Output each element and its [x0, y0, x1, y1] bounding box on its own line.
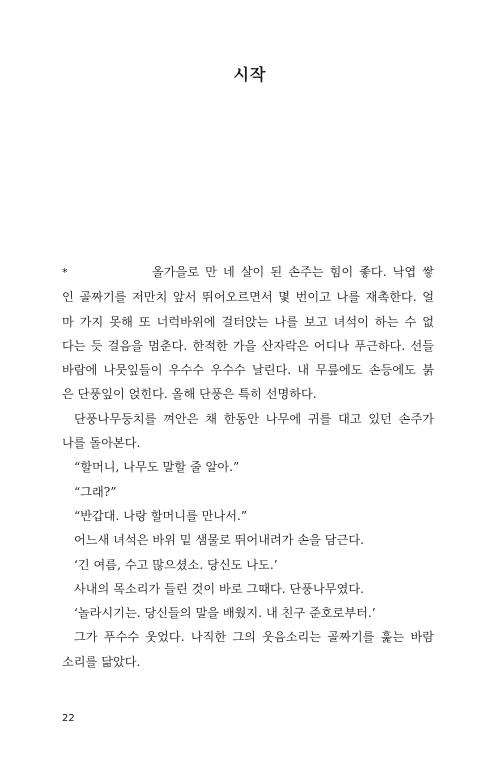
- text-line: 바람에 나뭇잎들이 우수수 우수수 날린다. 내 무릎에도 손등에도 붉: [62, 363, 434, 378]
- narration-line: 어느새 녀석은 바위 밑 샘물로 뛰어내려가 손을 담근다.: [74, 533, 365, 548]
- chapter-title: 시작: [233, 65, 267, 84]
- body-text: [62, 260, 434, 674]
- page-number: 22: [62, 713, 75, 724]
- text-line: 그가 푸수수 웃었다. 나직한 그의 웃음소리는 골짜기를 훑는 바람: [74, 630, 434, 645]
- dialogue-line: ‘놀라시기는. 당신들의 말을 배웠지. 내 친구 준호로부터.’: [74, 606, 376, 621]
- text-line: 인 골짜기를 저만치 앞서 뛰어오르면서 몇 번이고 나를 재촉한다. 얼: [62, 290, 434, 305]
- text-line: 마 가지 못해 또 너럭바위에 걸터앉는 나를 보고 녀석이 하는 수 없: [62, 314, 434, 329]
- text-line: 은 단풍잎이 얹힌다. 올해 단풍은 특히 선명하다.: [62, 387, 317, 402]
- dialogue-line: “할머니, 나무도 말할 줄 알아.”: [74, 460, 240, 475]
- text-line: 소리를 닮았다.: [62, 654, 141, 669]
- text-line: 다는 듯 걸음을 멈춘다. 한적한 가을 산자락은 어디나 푸근하다. 선들: [62, 338, 434, 353]
- text-line: [62, 260, 434, 285]
- text-line-content: 올가을로 만 네 살이 된 손주는 힘이 좋다. 낙엽 쌓: [152, 265, 434, 279]
- text-line: 단풍나무둥치를 껴안은 채 한동안 나무에 귀를 대고 있던 손주가: [74, 411, 434, 426]
- section-marker: *: [62, 266, 68, 279]
- dialogue-line: “그래?”: [74, 484, 117, 499]
- text-line: 나를 돌아본다.: [62, 436, 141, 451]
- dialogue-line: ‘긴 여름, 수고 많으셨소. 당신도 나도.’: [74, 557, 278, 572]
- narration-line: 사내의 목소리가 들린 것이 바로 그때다. 단풍나무였다.: [74, 581, 365, 596]
- dialogue-line: “반갑대. 나랑 할머니를 만나서.”: [74, 508, 248, 523]
